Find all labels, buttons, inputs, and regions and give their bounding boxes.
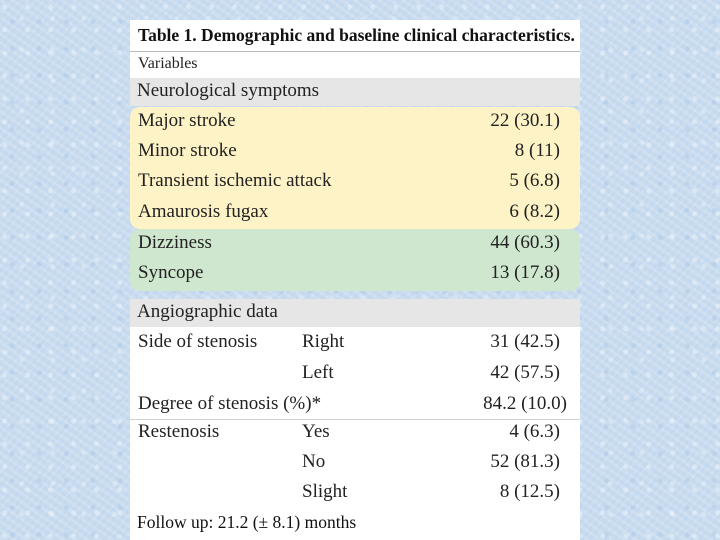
row-value: 4 (6.3) [509,421,560,442]
table-row-dizziness [130,230,580,260]
other-symptoms-group [130,229,580,291]
table-row-degree-of-stenosis [130,391,580,421]
row-label: Transient ischemic attack [138,170,332,191]
neurological-symptoms-heading: Neurological symptoms [130,78,580,106]
variables-header: Variables [130,52,580,78]
table-row-minor-stroke [130,138,580,168]
row-sublabel: Right [302,331,345,352]
table-row-tia [130,168,580,198]
row-value: 6 (8.2) [509,201,560,222]
row-value: 22 (30.1) [490,110,560,131]
row-sublabel: No [302,451,326,472]
row-divider [130,419,580,420]
row-label: Major stroke [138,110,236,131]
row-label: Side of stenosis [138,331,258,352]
row-value: 52 (81.3) [490,451,560,472]
table-row-restenosis-no [130,449,580,479]
row-value: 44 (60.3) [490,232,560,253]
table-row-side-right [130,329,580,359]
row-label: Minor stroke [138,140,237,161]
row-value: 5 (6.8) [509,170,560,191]
table-row-syncope [130,260,580,290]
row-sublabel: Left [302,362,334,383]
row-label: Restenosis [138,421,220,442]
row-value: 42 (57.5) [490,362,560,383]
table-row-major-stroke [130,108,580,138]
row-label: Syncope [138,262,204,283]
row-value: 31 (42.5) [490,331,560,352]
row-value: 8 (11) [514,140,560,161]
row-label: Amaurosis fugax [138,201,269,222]
row-label: Dizziness [138,232,212,253]
row-value: 8 (12.5) [499,481,560,502]
angiographic-data-heading: Angiographic data [130,299,580,327]
stroke-symptoms-group [130,107,580,229]
row-sublabel: Slight [302,481,348,502]
table-row-side-left [130,360,580,390]
table-row-restenosis-slight [130,479,580,509]
angiographic-data-group [130,327,580,508]
table-title: Table 1. Demographic and baseline clinical characteristics. [130,20,580,52]
table-row-amaurosis-fugax [130,199,580,229]
row-value: 84.2 (10.0) [483,393,567,414]
row-sublabel: Yes [302,421,330,442]
row-label: Degree of stenosis (%)* [138,393,322,414]
follow-up-note: Follow up: 21.2 (± 8.1) months [130,508,580,540]
row-value: 13 (17.8) [490,262,560,283]
table-row-restenosis-yes [130,419,580,449]
